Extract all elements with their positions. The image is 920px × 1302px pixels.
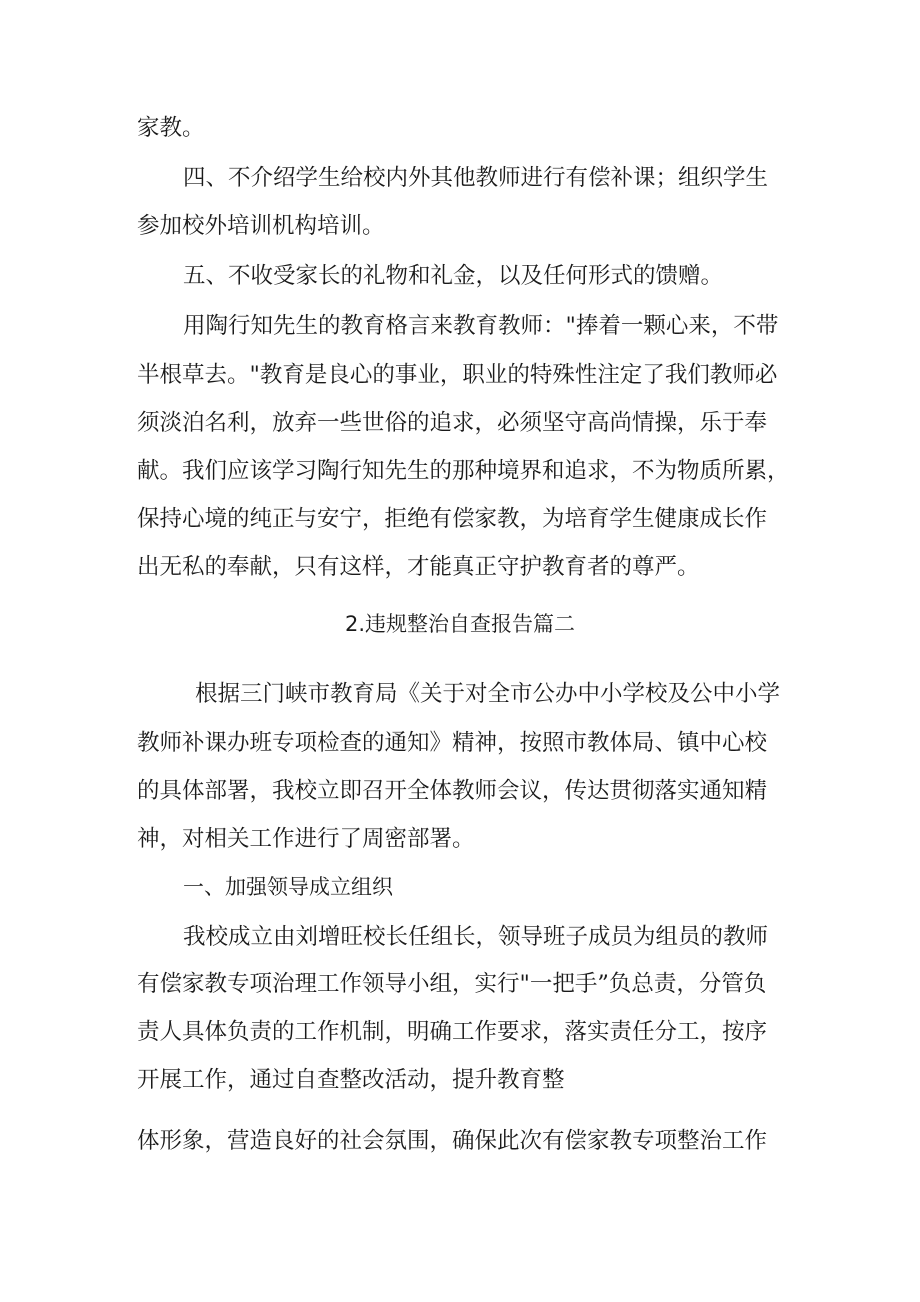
text-line: 四、不介绍学生给校内外其他教师进行有偿补课；组织学生 bbox=[183, 165, 769, 191]
text-line: 有偿家教专项治理工作领导小组，实行"一把手”负总责，分管负 bbox=[137, 971, 767, 997]
text-line: 开展工作，通过自查整改活动，提升教育整 bbox=[137, 1067, 565, 1093]
text-line: 保持心境的纯正与安宁，拒绝有偿家教，为培育学生健康成长作 bbox=[137, 506, 768, 532]
text-line: 半根草去。"教育是良心的事业，职业的特殊性注定了我们教师必 bbox=[137, 362, 778, 388]
text-line: 根据三门峡市教育局《关于对全市公办中小学校及公中小学 bbox=[195, 681, 781, 707]
text-line: 参加校外培训机构培训。 bbox=[137, 213, 385, 239]
text-line: 须淡泊名利，放弃一些世俗的追求，必须坚守高尚情操，乐于奉 bbox=[137, 410, 768, 436]
text-line: 我校成立由刘增旺校长任组长，领导班子成员为组员的教师 bbox=[183, 924, 769, 950]
text-line: 一、加强领导成立组织 bbox=[183, 875, 393, 899]
text-line: 献。我们应该学习陶行知先生的那种境界和追求，不为物质所累， bbox=[137, 458, 790, 484]
text-line: 家教。 bbox=[137, 115, 205, 141]
section-heading: 2.违规整治自查报告篇二 bbox=[344, 612, 576, 636]
text-line: 神，对相关工作进行了周密部署。 bbox=[137, 826, 475, 852]
text-line: 出无私的奉献，只有这样，才能真正守护教育者的尊严。 bbox=[137, 554, 700, 580]
text-line: 用陶行知先生的教育格言来教育教师："捧着一颗心来，不带 bbox=[183, 313, 779, 339]
text-line: 五、不收受家长的礼物和礼金，以及任何形式的馈赠。 bbox=[183, 263, 724, 289]
text-line: 责人具体负责的工作机制，明确工作要求，落实责任分工，按序 bbox=[137, 1019, 768, 1045]
text-line: 体形象，营造良好的社会氛围，确保此次有偿家教专项整治工作 bbox=[137, 1128, 768, 1154]
text-line: 教师补课办班专项检查的通知》精神，按照市教体局、镇中心校 bbox=[137, 730, 768, 756]
text-line: 的具体部署，我校立即召开全体教师会议，传达贯彻落实通知精 bbox=[137, 778, 768, 804]
